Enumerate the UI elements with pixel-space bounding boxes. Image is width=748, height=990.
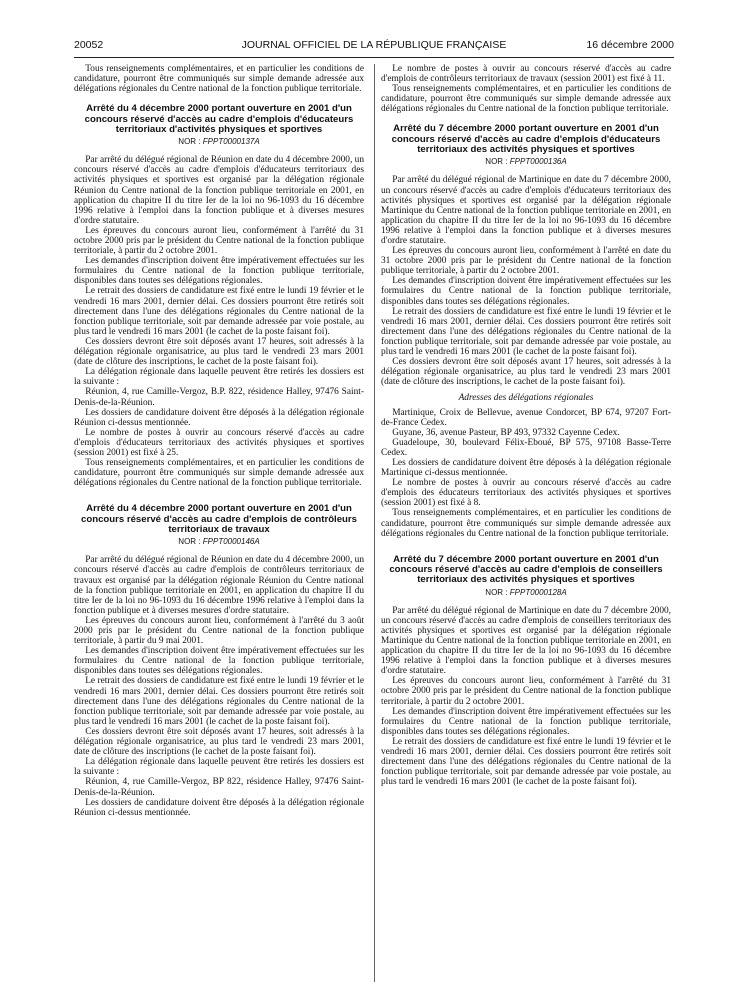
- paragraph: Ces dossiers devront être soit déposés avant 17 heures, soit adressés à la délégation régionale organisatrice, au plus tard le vendredi 23 mars 2001, date de clôture des inscriptions (le cachet de la poste faisant foi).: [74, 726, 364, 758]
- paragraph: Les épreuves du concours auront lieu, conformément à l'arrêté du 31 octobre 2000 pris par le président du Centre national de la fonction publique territoriale, à partir du 2 octobre 2001.: [74, 225, 364, 257]
- paragraph: Le nombre de postes à ouvrir au concours réservé d'accès au cadre d'emplois d'éducateurs territoriaux des activités physiques et sportives (session 2001) est fixé à 25.: [74, 427, 364, 458]
- paragraph: La délégation régionale dans laquelle peuvent être retirés les dossiers est la suivante :: [74, 757, 364, 778]
- paragraph: Les demandes d'inscription doivent être impérativement effectuées sur les formulaires du Centre national de la fonction publique territoriale, disponibles dans toutes ses délégations régionales.: [381, 706, 671, 737]
- paragraph: Les épreuves du concours auront lieu, conformément à l'arrêté en date du 31 octobre 2000 pris par le président du Centre national de la fonction publique territoriale, à partir du 2 octobre 2001.: [381, 246, 671, 277]
- paragraph: Le retrait des dossiers de candidature est fixé entre le lundi 19 février et le vendredi 16 mars 2001, dernier délai. Ces dossiers pourront être retirés soit directement dans l'une des délégations régionales du Centre national de la fonction publique territoriale, soit par demande adressée par voie postale, au plus tard le vendredi 16 mars 2001 (le cachet de la poste faisant foi).: [381, 306, 671, 358]
- paragraph: Les dossiers de candidature doivent être déposés à la délégation régionale Réunion ci-dessus mentionnée.: [74, 797, 364, 818]
- article-title: Arrêté du 4 décembre 2000 portant ouverture en 2001 d'un concours réservé d'accès au cadre d'emplois de contrôleurs territoriaux de travaux: [81, 503, 357, 535]
- nor-label: NOR :: [178, 537, 201, 547]
- article-title: Arrêté du 7 décembre 2000 portant ouverture en 2001 d'un concours réservé d'accès au cadre d'emplois d'éducateurs territoriaux des activités physiques et sportives: [391, 123, 661, 156]
- nor-code: FPPT0000136A: [509, 157, 567, 167]
- nor-reference: [74, 137, 364, 147]
- paragraph: Les épreuves du concours auront lieu, conformément à l'arrêté du 31 octobre 2000 pris par le président du Centre national de la fonction publique territoriale, à partir du 2 octobre 2001.: [381, 676, 671, 707]
- address: Réunion, 4, rue Camille-Vergoz, B.P. 822, résidence Halley, 97476 Saint-Denis-de-la-Réunion.: [74, 387, 364, 408]
- paragraph: Les dossiers de candidature doivent être déposés à la délégation régionale Réunion ci-dessus mentionnée.: [74, 407, 364, 428]
- paragraph: Par arrêté du délégué régional de Réunion en date du 4 décembre 2000, un concours réservé d'accès au cadre d'emplois d'éducateurs territoriaux des activités physiques et sportives est organisé par la délégation régionale Réunion du Centre national de la fonction publique territoriale en 2001, en application du chapitre II du titre Ier de la loi no 96-1093 du 16 décembre 1996 relative à l'emploi dans la fonction publique et à diverses mesures d'ordre statutaire.: [74, 155, 364, 226]
- address: Guadeloupe, 30, boulevard Félix-Eboué, BP 575, 97108 Basse-Terre Cedex.: [381, 437, 671, 458]
- right-column: [381, 64, 671, 984]
- article-title: Arrêté du 4 décembre 2000 portant ouverture en 2001 d'un concours réservé d'accès au cadre d'emplois d'éducateurs territoriaux d'activités physiques et sportives: [84, 103, 354, 135]
- nor-code: FPPT0000146A: [202, 537, 260, 547]
- nor-label: NOR :: [485, 587, 508, 597]
- paragraph: Les dossiers de candidature doivent être déposés à la délégation régionale Martinique ci-dessus mentionnée.: [381, 457, 671, 479]
- paragraph: Les demandes d'inscription doivent être impérativement effectuées sur les formulaires du Centre national de la fonction publique territoriale, disponibles dans toutes ses délégations régionales.: [74, 256, 364, 287]
- nor-label: NOR :: [485, 157, 508, 167]
- paragraph: Le retrait des dossiers de candidature est fixé entre le lundi 19 février et le vendredi 16 mars 2001, dernier délai. Ces dossiers pourront être retirés soit directement dans l'une des délégations régionales du Centre national de la fonction publique territoriale, soit par demande adressée par voie postale, au plus tard le vendredi 16 mars 2001 (le cachet de la poste faisant foi).: [74, 286, 364, 337]
- paragraph: Le retrait des dossiers de candidature est fixé entre le lundi 19 février et le vendredi 16 mars 2001, dernier délai. Ces dossiers pourront être retirés soit directement dans l'une des délégations régionales du Centre national de la fonction publique territoriale, soit par demande adressée par voie postale, au plus tard le vendredi 16 mars 2001 (le cachet de la poste faisant foi).: [381, 736, 671, 788]
- paragraph: Les demandes d'inscription doivent être impérativement effectuées sur les formulaires du Centre national de la fonction publique territoriale, disponibles dans toutes ses délégations régionales.: [381, 276, 671, 307]
- paragraph: Par arrêté du délégué régional de Réunion en date du 4 décembre 2000, un concours réservé d'accès au cadre d'emplois de contrôleurs territoriaux de travaux est organisé par la délégation régionale Réunion du Centre national de la fonction publique territoriale en 2001, en application du chapitre II du titre Ier de la loi no 96-1093 du 16 décembre 1996 relative à l'emploi dans la fonction publique et à diverses mesures d'ordre statutaire.: [74, 555, 364, 616]
- address: Martinique, Croix de Bellevue, avenue Condorcet, BP 674, 97207 Fort-de-France Cedex.: [381, 407, 671, 428]
- paragraph: Tous renseignements complémentaires, et en particulier les conditions de candidature, pourront être communiqués sur simple demande adressée aux délégations régionales du Centre national de la fonction publique territoriale.: [74, 458, 364, 489]
- paragraph: Le nombre de postes à ouvrir au concours réservé d'accès au cadre d'emplois des éducateurs territoriaux des activités physiques et sportives (session 2001) est fixé à 8.: [381, 478, 671, 509]
- nor-reference: [74, 537, 364, 547]
- page-number: 20052: [74, 39, 104, 51]
- paragraph: La délégation régionale dans laquelle peuvent être retirés les dossiers est la suivante :: [74, 367, 364, 388]
- intro-paragraph: Tous renseignements complémentaires, et en particulier les conditions de candidature, pourront être communiqués sur simple demande adressée aux délégations régionales du Centre national de la fonction publique territoriale.: [74, 64, 364, 95]
- nor-code: FPPT0000128A: [509, 587, 567, 597]
- column-divider: [374, 64, 375, 982]
- paragraph: Par arrêté du délégué régional de Martinique en date du 7 décembre 2000, un concours réservé d'accès au cadre d'emplois de conseillers territoriaux des activités physiques et sportives est organisé par la délégation régionale Martinique du Centre national de la fonction publique territoriale en 2001, en application du chapitre II du titre Ier de la loi no 96-1093 du 16 décembre 1996 relative à l'emploi dans la fonction publique et à diverses mesures d'ordre statutaire.: [381, 605, 671, 677]
- page-header: [74, 39, 674, 57]
- nor-reference: [381, 588, 671, 598]
- issue-date: 16 décembre 2000: [586, 39, 674, 51]
- nor-label: NOR :: [178, 137, 201, 147]
- paragraph: Le retrait des dossiers de candidature est fixé entre le lundi 19 février et le vendredi 16 mars 2001, dernier délai. Ces dossiers pourront être retirés soit directement dans l'une des délégations régionales du Centre national de la fonction publique territoriale, soit par demande adressée par voie postale, au plus tard le vendredi 16 mars 2001 (le cachet de la poste faisant foi).: [74, 676, 364, 727]
- header-rule: [74, 57, 674, 58]
- paragraph: Les épreuves du concours auront lieu, conformément à l'arrêté du 3 août 2000 pris par le président du Centre national de la fonction publique territoriale, à partir du 9 mai 2001.: [74, 615, 364, 647]
- paragraph: Ces dossiers devront être soit déposés avant 17 heures, soit adressés à la délégation régionale organisatrice, au plus tard le vendredi 23 mars 2001 (date de clôture des inscriptions, le cachet de la poste faisant foi).: [74, 336, 364, 368]
- left-column: [74, 64, 364, 984]
- address: Réunion, 4, rue Camille-Vergoz, BP 822, résidence Halley, 97476 Saint-Denis-de-la-Réunion.: [74, 777, 364, 798]
- paragraph: Tous renseignements complémentaires, et en particulier les conditions de candidature, pourront être communiqués sur simple demande adressée aux délégations régionales du Centre national de la fonction publique territoriale.: [381, 508, 671, 539]
- address: Guyane, 36, avenue Pasteur, BP 493, 97332 Cayenne Cedex.: [392, 427, 620, 438]
- addresses-heading: Adresses des délégations régionales: [458, 393, 594, 404]
- paragraph: Ces dossiers devront être soit déposés avant 17 heures, soit adressés à la délégation régionale organisatrice, au plus tard le vendredi 23 mars 2001 (date de clôture des inscriptions, le cachet de la poste faisant foi).: [381, 357, 671, 388]
- paragraph: Le nombre de postes à ouvrir au concours réservé d'accès au cadre d'emplois de contrôleurs territoriaux de travaux (session 2001) est fixé à 11.: [381, 64, 671, 85]
- paragraph: Tous renseignements complémentaires, et en particulier les conditions de candidature, pourront être communiqués sur simple demande adressée aux délégations régionales du Centre national de la fonction publique territoriale.: [381, 84, 671, 115]
- nor-reference: [381, 157, 671, 167]
- journal-title: JOURNAL OFFICIEL DE LA RÉPUBLIQUE FRANÇAISE: [241, 39, 507, 51]
- paragraph: Les demandes d'inscription doivent être impérativement effectuées sur les formulaires du Centre national de la fonction publique territoriale, disponibles dans toutes ses délégations régionales.: [74, 646, 364, 677]
- paragraph: Par arrêté du délégué régional de Martinique en date du 7 décembre 2000, un concours réservé d'accès au cadre d'emplois d'éducateurs territoriaux des activités physiques et sportives est organisé par la délégation régionale Martinique du Centre national de la fonction publique territoriale en 2001, en application du chapitre II du titre Ier de la loi no 96-1093 du 16 décembre 1996 relative à l'emploi dans la fonction publique et à diverses mesures d'ordre statutaire.: [381, 175, 671, 247]
- article-title: Arrêté du 7 décembre 2000 portant ouverture en 2001 d'un concours réservé d'accès au cadre d'emplois de conseillers territoriaux des activités physiques et sportives: [389, 553, 663, 586]
- nor-code: FPPT0000137A: [202, 137, 260, 147]
